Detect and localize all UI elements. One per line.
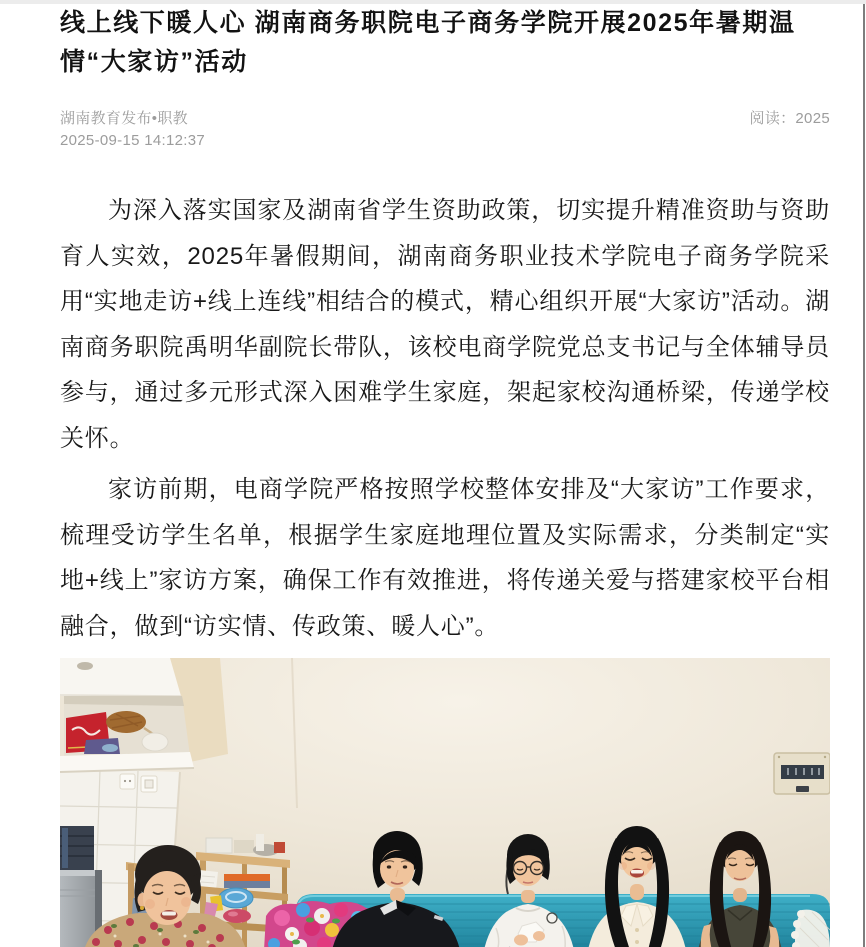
article-meta	[60, 108, 830, 152]
article-title: 线上线下暖人心 湖南商务职院电子商务学院开展2025年暑期温情“大家访”活动	[60, 9, 796, 76]
home-visit-photo	[60, 658, 830, 947]
home-visit-photo-illustration	[60, 658, 830, 947]
article-source: 湖南教育发布•职教	[60, 110, 188, 127]
article-body	[60, 188, 830, 649]
article-page	[60, 0, 830, 947]
paragraph-2: 家访前期，电商学院严格按照学校整体安排及“大家访”工作要求，梳理受访学生名单，根据学生家庭地理位置及实际需求，分类制定“实地+线上”家访方案，确保工作有效推进，将传递关爱与搭建家校平台相融合，做到“访实情、传政策、暖人心”。	[60, 476, 830, 640]
read-count: 阅读：2025	[749, 110, 830, 127]
window-right-border	[863, 4, 865, 947]
publish-datetime: 2025-09-15 14:12:37	[60, 132, 205, 149]
paragraph-1: 为深入落实国家及湖南省学生资助政策，切实提升精准资助与资助育人实效，2025年暑假期间，湖南商务职业技术学院电子商务学院采用“实地走访+线上连线”相结合的模式，精心组织开展“大家访”活动。湖南商务职院禹明华副院长带队，该校电商学院党总支书记与全体辅导员参与，通过多元形式深入困难学生家庭，架起家校沟通桥梁，传递学校关怀。	[60, 197, 830, 452]
